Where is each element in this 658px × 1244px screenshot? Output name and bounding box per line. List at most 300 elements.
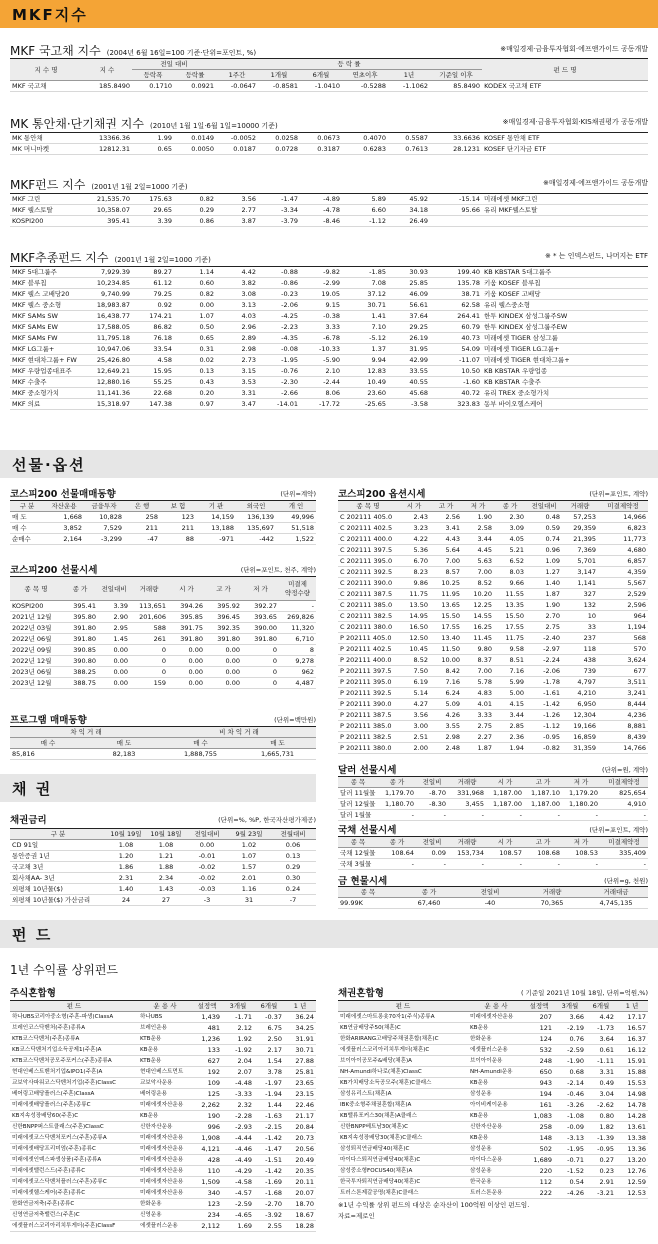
- table-row: [338, 1155, 648, 1166]
- table-cell: 유리 MKF웰스토탈: [482, 205, 648, 216]
- table-row: [10, 205, 648, 216]
- row-label: 2022년 03월: [10, 623, 62, 634]
- column-header: 9월 23일: [228, 829, 270, 840]
- table-cell: 3.47: [216, 399, 258, 410]
- table-cell: 392.35: [205, 623, 242, 634]
- table-cell: 20.11: [284, 1177, 316, 1188]
- table-cell: 395.41: [62, 601, 98, 612]
- table-cell: 4.42: [586, 1012, 616, 1023]
- row-label: MKF 블루칩: [10, 278, 82, 289]
- table-cell: 에셋플러스운용: [138, 1221, 192, 1232]
- table-cell: 0.61: [586, 1045, 616, 1056]
- table-cell: 0.23: [586, 1166, 616, 1177]
- table-cell: NH-Amundi운용: [468, 1067, 524, 1078]
- table-cell: -1.73: [586, 1023, 616, 1034]
- table-cell: 17.55: [494, 622, 526, 633]
- table-cell: 8,881: [598, 721, 648, 732]
- table-cell: 2.75: [462, 721, 494, 732]
- ktbfut-table: [338, 836, 648, 870]
- column-header: 종 목: [338, 887, 398, 898]
- table-cell: 86.82: [132, 322, 174, 333]
- table-cell: -3.21: [586, 1188, 616, 1199]
- table-cell: 에셋플러스운용: [468, 1045, 524, 1056]
- table-cell: 4,121: [192, 1144, 222, 1155]
- row-label: P 202111 400.0: [338, 655, 398, 666]
- table-cell: 2.30: [494, 512, 526, 523]
- table-cell: -: [416, 859, 448, 870]
- table-cell: -: [378, 859, 416, 870]
- table-cell: -: [562, 810, 600, 821]
- table-cell: 2.43: [398, 512, 430, 523]
- table-cell: 0.27: [586, 1155, 616, 1166]
- column-header: 종 가: [398, 887, 460, 898]
- table-cell: 0.00: [98, 678, 130, 689]
- table-cell: -1.60: [430, 377, 482, 388]
- table-cell: -0.09: [554, 1122, 586, 1133]
- table-cell: 1.92: [222, 1034, 254, 1045]
- table-cell: 7.50: [398, 666, 430, 677]
- section-banner-funds: [0, 920, 658, 948]
- table-cell: 12.83: [342, 366, 388, 377]
- table-cell: 4.58: [132, 355, 174, 366]
- table-cell: 25,426.80: [82, 355, 132, 366]
- table-cell: 258: [124, 512, 160, 523]
- table-cell: 15.88: [616, 1067, 648, 1078]
- table-cell: 2.10: [300, 366, 342, 377]
- table-cell: 0: [242, 678, 279, 689]
- table-cell: 8,444: [598, 699, 648, 710]
- table-cell: 0: [242, 645, 279, 656]
- table-cell: 1,194: [598, 622, 648, 633]
- table-cell: -: [448, 810, 486, 821]
- table-cell: 3.08: [216, 289, 258, 300]
- row-label: MKF 우량업종대표주: [10, 366, 82, 377]
- table-cell: 9.80: [462, 644, 494, 655]
- table-row: [10, 645, 316, 656]
- column-header: 지 수 명: [10, 59, 82, 81]
- column-header: 6개월: [254, 1001, 284, 1012]
- table-cell: 108.57: [486, 848, 524, 859]
- table-cell: 2.58: [462, 523, 494, 534]
- table-row: [338, 1067, 648, 1078]
- column-header: 종 가: [62, 577, 98, 601]
- row-label: 베어링고배당플러스(주혼)ClassA: [10, 1089, 138, 1100]
- table-cell: 0.50: [174, 322, 216, 333]
- table-cell: 23.65: [284, 1078, 316, 1089]
- table-row: [338, 699, 648, 710]
- table-cell: 390.80: [62, 656, 98, 667]
- table-cell: 25.81: [284, 1067, 316, 1078]
- row-label: MKF 웰스 고배당20: [10, 289, 82, 300]
- column-header: 6개월: [300, 70, 342, 81]
- table-cell: -: [378, 810, 416, 821]
- table-cell: 2,529: [598, 589, 648, 600]
- table-cell: 55.25: [132, 377, 174, 388]
- table-row: [338, 1111, 648, 1122]
- table-cell: 9,278: [279, 656, 316, 667]
- row-label: MKF 그린: [10, 194, 82, 205]
- table-cell: -4.89: [300, 194, 342, 205]
- table-cell: 0.48: [526, 512, 562, 523]
- table-row: [10, 1221, 316, 1232]
- column-header: 시 가: [398, 501, 430, 512]
- table-cell: 2.55: [254, 1221, 284, 1232]
- table-cell: 10.50: [430, 366, 482, 377]
- table-cell: 4,910: [600, 799, 648, 810]
- row-label: 트러스톤제갈공명(채혼)C클래스: [338, 1188, 468, 1199]
- table-cell: 18.67: [284, 1210, 316, 1221]
- row-label: 외평채 10년물($) 가산금리: [10, 895, 106, 906]
- table-cell: 21.17: [284, 1111, 316, 1122]
- table-row: [338, 1045, 648, 1056]
- table-cell: 12.25: [462, 600, 494, 611]
- table-cell: 0.74: [526, 534, 562, 545]
- table-cell: 27.88: [284, 1056, 316, 1067]
- table-cell: 14,966: [598, 512, 648, 523]
- table-row: [10, 1188, 316, 1199]
- table-cell: 2,112: [192, 1221, 222, 1232]
- table-cell: 3.31: [216, 388, 258, 399]
- table-cell: -2.93: [222, 1122, 254, 1133]
- table-row: [10, 840, 316, 851]
- table-cell: 388.25: [62, 667, 98, 678]
- table-row: [10, 1067, 316, 1078]
- table-cell: -1.51: [254, 1155, 284, 1166]
- table-cell: 3.87: [216, 216, 258, 227]
- table-cell: 1,236: [192, 1034, 222, 1045]
- table-cell: 29,359: [562, 523, 598, 534]
- table-cell: 21,395: [562, 534, 598, 545]
- table-row: [10, 667, 316, 678]
- table-cell: 3.31: [586, 1067, 616, 1078]
- table-cell: 0: [130, 645, 168, 656]
- table-cell: -2.70: [254, 1199, 284, 1210]
- row-label: KOSPI200: [10, 601, 62, 612]
- table-cell: 0.92: [132, 300, 174, 311]
- table-cell: 12,304: [562, 710, 598, 721]
- table-cell: 391.80: [62, 634, 98, 645]
- table-cell: 1.54: [254, 1056, 284, 1067]
- table-cell: 1.45: [98, 634, 130, 645]
- table-cell: 1,522: [276, 534, 316, 545]
- row-label: 삼성중소형FOCUS40(채혼)A: [338, 1166, 468, 1177]
- futprice-table: [10, 576, 316, 689]
- table-cell: 136,139: [236, 512, 276, 523]
- table-row: [10, 1078, 316, 1089]
- table-cell: -0.37: [254, 1012, 284, 1023]
- table-cell: 33.54: [132, 344, 174, 355]
- table-cell: 1.08: [106, 840, 146, 851]
- table-cell: 650: [524, 1067, 554, 1078]
- table-cell: 108.64: [378, 848, 416, 859]
- table-cell: 46.09: [388, 289, 430, 300]
- row-label: 순매수: [10, 534, 44, 545]
- table-cell: 5.00: [494, 688, 526, 699]
- table-cell: -3.79: [258, 216, 300, 227]
- table-row: [338, 655, 648, 666]
- bond-mix-basis: ( 기준일 2021년 10월 18일, 단위=억원,%): [520, 989, 648, 997]
- table-cell: 391.75: [168, 623, 205, 634]
- row-label: 2022년 09월: [10, 645, 62, 656]
- table-cell: 6.19: [398, 677, 430, 688]
- table-row: [10, 366, 648, 377]
- table-row: [10, 749, 316, 760]
- table-cell: 237: [562, 633, 598, 644]
- table-cell: 0.96: [526, 545, 562, 556]
- table-cell: 키움 KOSEF 고배당: [482, 289, 648, 300]
- column-header: 차 익 거 래: [10, 727, 162, 738]
- table-cell: 2.70: [526, 611, 562, 622]
- table-cell: 1.16: [228, 884, 270, 895]
- table-cell: 1.69: [222, 1221, 254, 1232]
- table-cell: -2.14: [554, 1078, 586, 1089]
- table-cell: 133: [192, 1045, 222, 1056]
- table-cell: 11,141.36: [82, 388, 132, 399]
- row-label: 외평채 10년물($): [10, 884, 106, 895]
- table-cell: -0.71: [554, 1155, 586, 1166]
- table-cell: 89.27: [132, 267, 174, 278]
- table-row: [10, 388, 648, 399]
- table-row: [10, 1056, 316, 1067]
- row-label: C 202111 387.5: [338, 589, 398, 600]
- table-cell: 6,823: [598, 523, 648, 534]
- table-cell: -: [524, 859, 562, 870]
- table-cell: 17.55: [430, 622, 462, 633]
- table-row: [10, 81, 648, 92]
- table-cell: 0.3187: [300, 144, 342, 155]
- column-header: 거래량: [130, 577, 168, 601]
- column-header: 고 가: [524, 837, 562, 848]
- section-title: 선물·옵션: [12, 456, 86, 474]
- table-cell: 8.06: [300, 388, 342, 399]
- table-cell: 19,166: [562, 721, 598, 732]
- row-label: IBK중소형주채권혼합(채혼)A: [338, 1100, 468, 1111]
- table-cell: 85.8490: [430, 81, 482, 92]
- table-cell: KTB운용: [138, 1056, 192, 1067]
- table-cell: 1.87: [526, 589, 562, 600]
- table-cell: 15.53: [616, 1078, 648, 1089]
- bond-mix-title: 채권혼합형: [338, 988, 384, 999]
- table-cell: -0.5288: [342, 81, 388, 92]
- row-label: 99.99K: [338, 898, 398, 909]
- row-label: MKF 중소형가치: [10, 388, 82, 399]
- table-cell: 0.76: [554, 1034, 586, 1045]
- table-cell: 1.86: [106, 862, 146, 873]
- table-cell: -4.57: [222, 1188, 254, 1199]
- column-header: 저 가: [562, 777, 600, 788]
- column-header: 저 가: [242, 577, 279, 601]
- column-header: 미결제 약정수량: [279, 577, 316, 601]
- row-label: 브레인코스닥벤처(주혼)종류A: [10, 1023, 138, 1034]
- table-cell: 5.78: [462, 677, 494, 688]
- table-cell: 8,439: [598, 732, 648, 743]
- table-cell: 0.6283: [342, 144, 388, 155]
- table-cell: 11,320: [279, 623, 316, 634]
- table-cell: 마이다스운용: [468, 1155, 524, 1166]
- table-cell: 한화운용: [468, 1034, 524, 1045]
- table-cell: 331,968: [448, 788, 486, 799]
- table-cell: 미래에셋 TIGER 현대차그룹+: [482, 355, 648, 366]
- row-label: 매 수: [10, 523, 44, 534]
- row-label: 2023년 06월: [10, 667, 62, 678]
- table-row: [10, 333, 648, 344]
- table-cell: 3.13: [216, 300, 258, 311]
- table-cell: 15.50: [430, 611, 462, 622]
- table-cell: 201,606: [130, 612, 168, 623]
- table-cell: 4,210: [562, 688, 598, 699]
- table-cell: 40.55: [388, 377, 430, 388]
- table-row: [338, 534, 648, 545]
- table-cell: 16,438.77: [82, 311, 132, 322]
- table-cell: 28.1231: [430, 144, 482, 155]
- table-cell: 1,668: [44, 512, 84, 523]
- row-label: 미래에셋배당프리미엄(주혼)종류C: [10, 1144, 138, 1155]
- table-cell: -1.26: [526, 710, 562, 721]
- column-header: 펀 드 명: [482, 59, 648, 81]
- table-cell: 16.12: [616, 1045, 648, 1056]
- table-cell: 0.00: [168, 645, 205, 656]
- table-cell: 1.21: [146, 851, 186, 862]
- column-header: 은 행: [124, 501, 160, 512]
- table-row: [338, 688, 648, 699]
- table-cell: 8: [279, 645, 316, 656]
- table-cell: 18,983.87: [82, 300, 132, 311]
- table-cell: 0.7613: [388, 144, 430, 155]
- table-cell: -442: [236, 534, 276, 545]
- table-cell: 15.91: [616, 1056, 648, 1067]
- table-row: [338, 578, 648, 589]
- table-row: [338, 622, 648, 633]
- table-cell: 0.4070: [342, 133, 388, 144]
- table-cell: 2.27: [462, 732, 494, 743]
- table-cell: 0.00: [168, 678, 205, 689]
- table-cell: -: [486, 859, 524, 870]
- table-cell: 20.73: [284, 1133, 316, 1144]
- table-cell: 0.00: [168, 656, 205, 667]
- table-cell: -0.38: [300, 311, 342, 322]
- table-cell: 3,241: [598, 688, 648, 699]
- table-row: [10, 1155, 316, 1166]
- column-header: 등락폭: [132, 70, 174, 81]
- table-cell: 6.60: [342, 205, 388, 216]
- row-label: 마이다스퇴직연금배당40(채혼)C: [338, 1155, 468, 1166]
- column-header: 매 도: [86, 738, 162, 749]
- column-header: 전일대비: [186, 829, 228, 840]
- table-cell: 264.41: [430, 311, 482, 322]
- column-header: 전일 대비: [132, 59, 216, 70]
- table-cell: -: [600, 859, 648, 870]
- table-cell: 16.57: [616, 1023, 648, 1034]
- table-cell: 한투 KINDEX 삼성그룹주EW: [482, 322, 648, 333]
- table-cell: 2.01: [228, 873, 270, 884]
- table-cell: -6.78: [300, 333, 342, 344]
- row-label: P 202111 402.5: [338, 644, 398, 655]
- table-cell: -1.78: [526, 677, 562, 688]
- equity-mix-title: 주식혼합형: [10, 988, 56, 999]
- table-cell: 11.50: [430, 644, 462, 655]
- table-cell: 393.65: [242, 612, 279, 623]
- table-row: [10, 1089, 316, 1100]
- table-cell: 391.80: [62, 623, 98, 634]
- column-header: 종 목: [338, 777, 378, 788]
- table-cell: 390.85: [62, 645, 98, 656]
- table-cell: 123: [160, 512, 196, 523]
- column-header: 거래량: [448, 837, 486, 848]
- table-cell: 2.32: [222, 1100, 254, 1111]
- table-row: [338, 567, 648, 578]
- table-cell: 12,880.16: [82, 377, 132, 388]
- table-cell: 11,795.18: [82, 333, 132, 344]
- table-cell: 1,083: [524, 1111, 554, 1122]
- table-cell: 13.40: [430, 633, 462, 644]
- table-cell: 2.12: [222, 1023, 254, 1034]
- table-cell: 9.66: [494, 578, 526, 589]
- row-label: KB가치배당소득공모주(채혼)C클래스: [338, 1078, 468, 1089]
- table-cell: 62.58: [430, 300, 482, 311]
- table-cell: -4.49: [222, 1155, 254, 1166]
- table-cell: 51,518: [276, 523, 316, 534]
- column-header: 구 분: [10, 829, 106, 840]
- column-header: 종 가: [378, 837, 416, 848]
- table-cell: -10.33: [300, 344, 342, 355]
- program-unit: (단위=백만원): [274, 716, 316, 724]
- table-cell: 1,180.20: [562, 799, 600, 810]
- table-row: [338, 644, 648, 655]
- table-cell: 13.61: [616, 1122, 648, 1133]
- table-cell: 미래에셋자산운용: [138, 1155, 192, 1166]
- table-cell: 22.68: [132, 388, 174, 399]
- column-header: 운 용 사: [138, 1001, 192, 1012]
- table-cell: -0.03: [186, 884, 228, 895]
- row-label: MKF 웰스 중소형: [10, 300, 82, 311]
- row-label: P 202111 385.0: [338, 721, 398, 732]
- table-cell: 0.0921: [174, 81, 216, 92]
- table-cell: 2.98: [430, 732, 462, 743]
- row-label: KTB코스닥벤처(주혼)종류A: [10, 1034, 138, 1045]
- optprice-table: [338, 500, 648, 754]
- table-cell: -17.72: [300, 399, 342, 410]
- table-cell: 신영운용: [138, 1210, 192, 1221]
- table-cell: 미래에셋자산운용: [138, 1144, 192, 1155]
- table-cell: 56.61: [388, 300, 430, 311]
- table-cell: 0.82: [174, 289, 216, 300]
- footnote-criteria: ※1년 수익률 상위 펀드의 대상은 순자산이 100억원 이상인 펀드임.: [338, 1201, 530, 1209]
- column-header: 설정액: [192, 1001, 222, 1012]
- table-cell: KB운용: [468, 1078, 524, 1089]
- table-cell: 11.45: [462, 633, 494, 644]
- table-cell: 14.28: [616, 1111, 648, 1122]
- table-row: [338, 1122, 648, 1133]
- table-cell: KB운용: [468, 1023, 524, 1034]
- table-cell: -1.1062: [388, 81, 430, 92]
- table-row: [10, 656, 316, 667]
- table-cell: 13.50: [398, 600, 430, 611]
- table-cell: 4.26: [430, 710, 462, 721]
- table-cell: 391.80: [242, 634, 279, 645]
- table-cell: 677: [598, 666, 648, 677]
- column-header: 1 년: [284, 1001, 316, 1012]
- row-label: 미래에셋밸런스드(주혼)종류C: [10, 1166, 138, 1177]
- kbond-header: MKF 국고채 지수 (2004년 6월 16일=100 기준·단위=포인트, %) ※매일경제·금융투자협회·에프앤가이드 공동개발: [10, 44, 648, 56]
- table-cell: KB KBSTAR 수출주: [482, 377, 648, 388]
- column-header: 전일대비: [98, 577, 130, 601]
- table-row: [338, 1023, 648, 1034]
- table-cell: -1.08: [554, 1111, 586, 1122]
- table-cell: 8.37: [462, 655, 494, 666]
- table-cell: 3.15: [216, 366, 258, 377]
- column-header: 자산운용: [44, 501, 84, 512]
- table-cell: 261: [130, 634, 168, 645]
